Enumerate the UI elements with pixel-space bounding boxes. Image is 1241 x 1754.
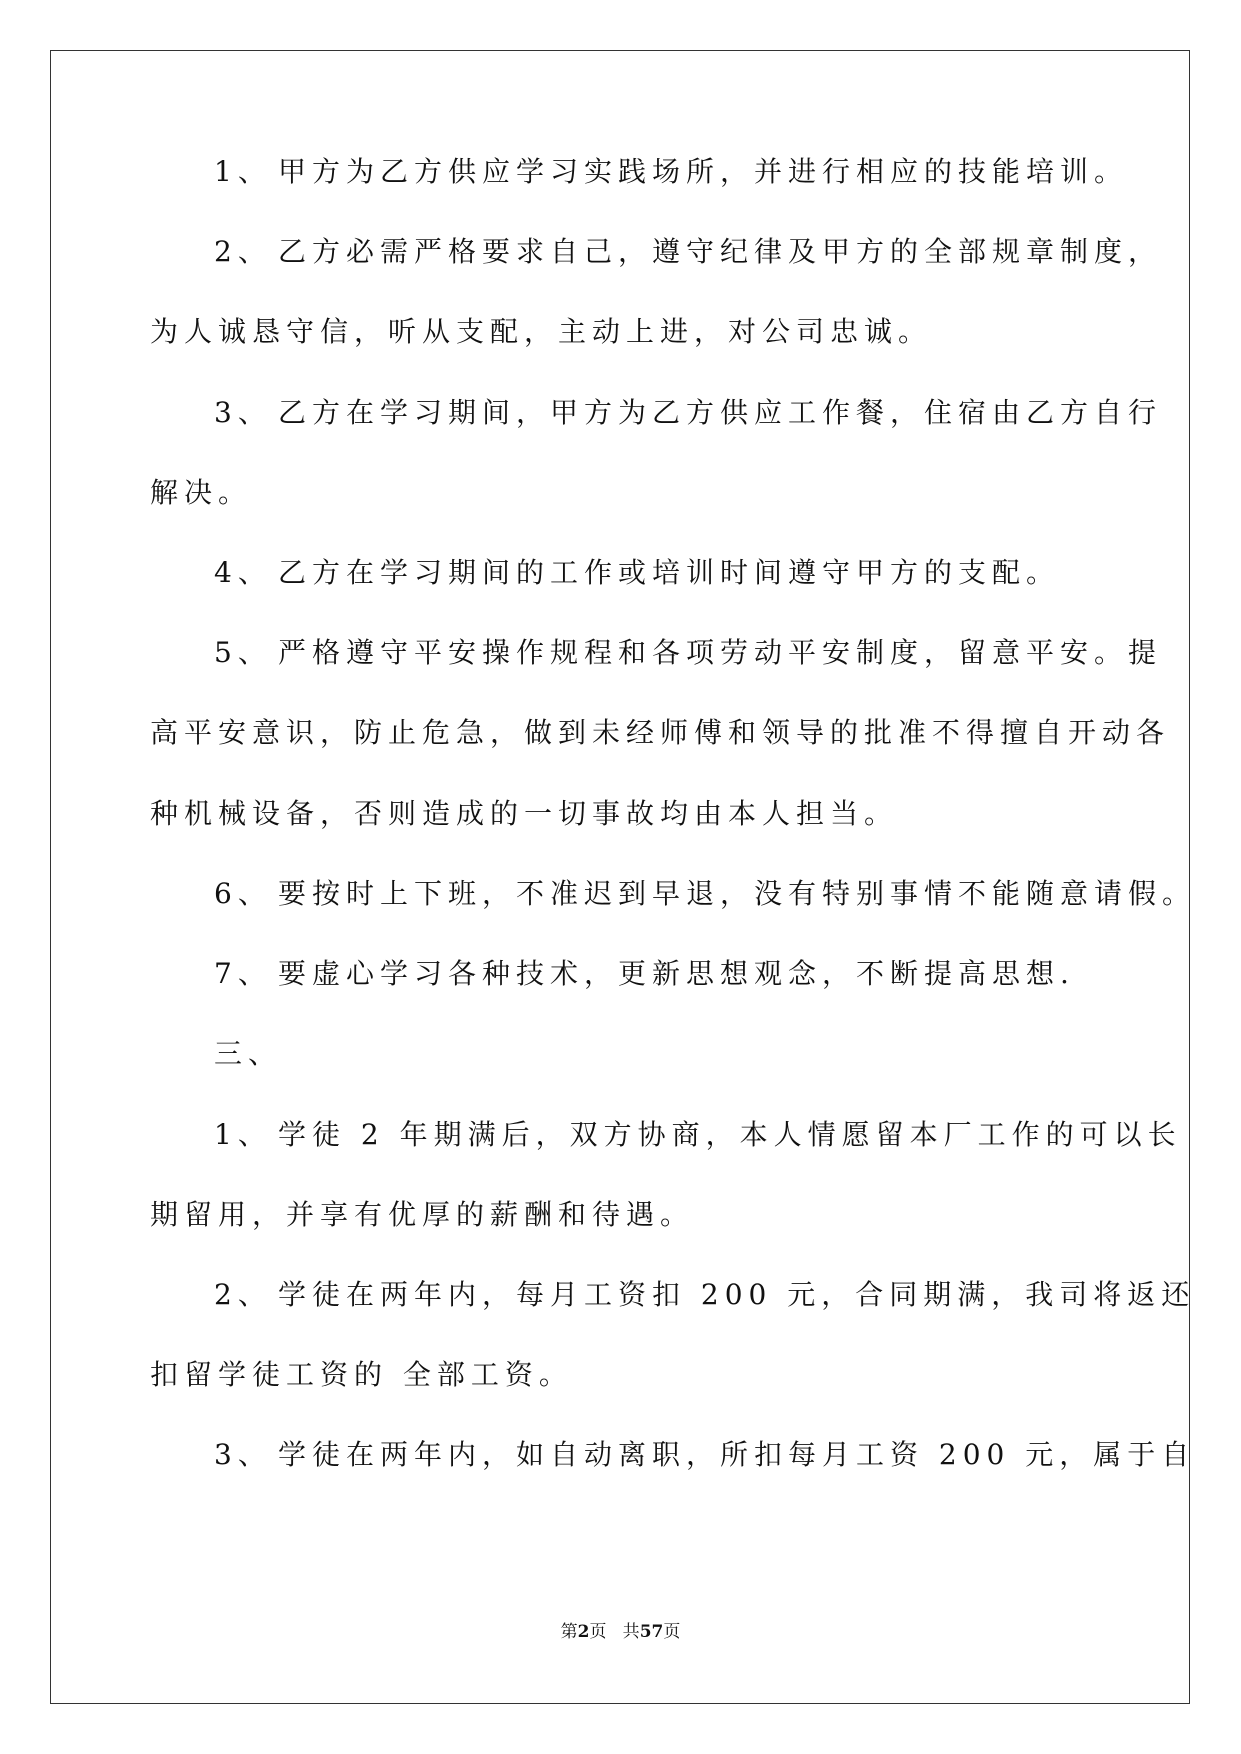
section-heading bbox=[214, 1034, 282, 1074]
line-text: 乙方在学习期间，甲方为乙方供应工作餐，住宿由乙方自行 bbox=[278, 396, 1163, 429]
paragraph-line bbox=[150, 794, 898, 834]
current-page-number: 2 bbox=[577, 1622, 590, 1642]
paragraph-line bbox=[214, 1435, 1195, 1475]
line-text: 要按时上下班，不准迟到早退，没有特别事情不能随意请假。 bbox=[278, 877, 1197, 910]
paragraph-line bbox=[214, 232, 1162, 272]
footer-mid: 页 共 bbox=[589, 1622, 640, 1642]
item-number: 7、 bbox=[214, 957, 272, 990]
footer-suffix: 页 bbox=[663, 1622, 681, 1642]
item-number: 5、 bbox=[214, 636, 272, 669]
line-text: 乙方在学习期间的工作或培训时间遵守甲方的支配。 bbox=[278, 556, 1061, 589]
paragraph-line bbox=[214, 393, 1162, 433]
paragraph-line bbox=[150, 473, 252, 513]
line-text: 学徒在两年内，如自动离职，所扣每月工资 200 元，属于自 bbox=[278, 1438, 1196, 1471]
paragraph-line bbox=[150, 1355, 573, 1395]
item-number: 1、 bbox=[214, 1118, 272, 1151]
item-number: 1、 bbox=[214, 155, 272, 188]
line-text: 要虚心学习各种技术，更新思想观念，不断提高思想. bbox=[278, 957, 1075, 990]
item-number: 2、 bbox=[214, 235, 272, 268]
page-footer bbox=[0, 1620, 1241, 1644]
paragraph-line bbox=[214, 874, 1196, 914]
item-number: 3、 bbox=[214, 1438, 272, 1471]
paragraph-line bbox=[214, 633, 1162, 673]
item-number: 4、 bbox=[214, 556, 272, 589]
line-text: 解决。 bbox=[150, 476, 253, 509]
paragraph-line bbox=[214, 1115, 1182, 1155]
line-text: 高平安意识，防止危急，做到未经师傅和领导的批准不得擅自开动各 bbox=[150, 716, 1171, 749]
line-text: 严格遵守平安操作规程和各项劳动平安制度，留意平安。提 bbox=[278, 636, 1163, 669]
line-text: 为人诚恳守信，听从支配，主动上进，对公司忠诚。 bbox=[150, 315, 933, 348]
line-text: 学徒在两年内，每月工资扣 200 元，合同期满，我司将返还 bbox=[278, 1278, 1196, 1311]
line-text: 甲方为乙方供应学习实践场所，并进行相应的技能培训。 bbox=[278, 155, 1129, 188]
line-text: 种机械设备，否则造成的一切事故均由本人担当。 bbox=[150, 797, 899, 830]
footer-prefix: 第 bbox=[560, 1622, 578, 1642]
paragraph-line bbox=[214, 954, 1075, 994]
total-page-count: 57 bbox=[639, 1622, 664, 1642]
line-text: 乙方必需严格要求自己，遵守纪律及甲方的全部规章制度， bbox=[278, 235, 1163, 268]
item-number: 3、 bbox=[214, 396, 272, 429]
paragraph-line bbox=[150, 1195, 694, 1235]
item-number: 6、 bbox=[214, 877, 272, 910]
paragraph-line bbox=[214, 1275, 1195, 1315]
line-text: 期留用，并享有优厚的薪酬和待遇。 bbox=[150, 1198, 695, 1231]
paragraph-line bbox=[214, 152, 1128, 192]
line-text: 学徒 2 年期满后，双方协商，本人情愿留本厂工作的可以长 bbox=[278, 1118, 1182, 1151]
line-text: 三、 bbox=[214, 1037, 283, 1070]
paragraph-line bbox=[150, 312, 932, 352]
item-number: 2、 bbox=[214, 1278, 272, 1311]
paragraph-line bbox=[214, 553, 1060, 593]
line-text: 扣留学徒工资的 全部工资。 bbox=[150, 1358, 573, 1391]
paragraph-line bbox=[150, 713, 1170, 753]
